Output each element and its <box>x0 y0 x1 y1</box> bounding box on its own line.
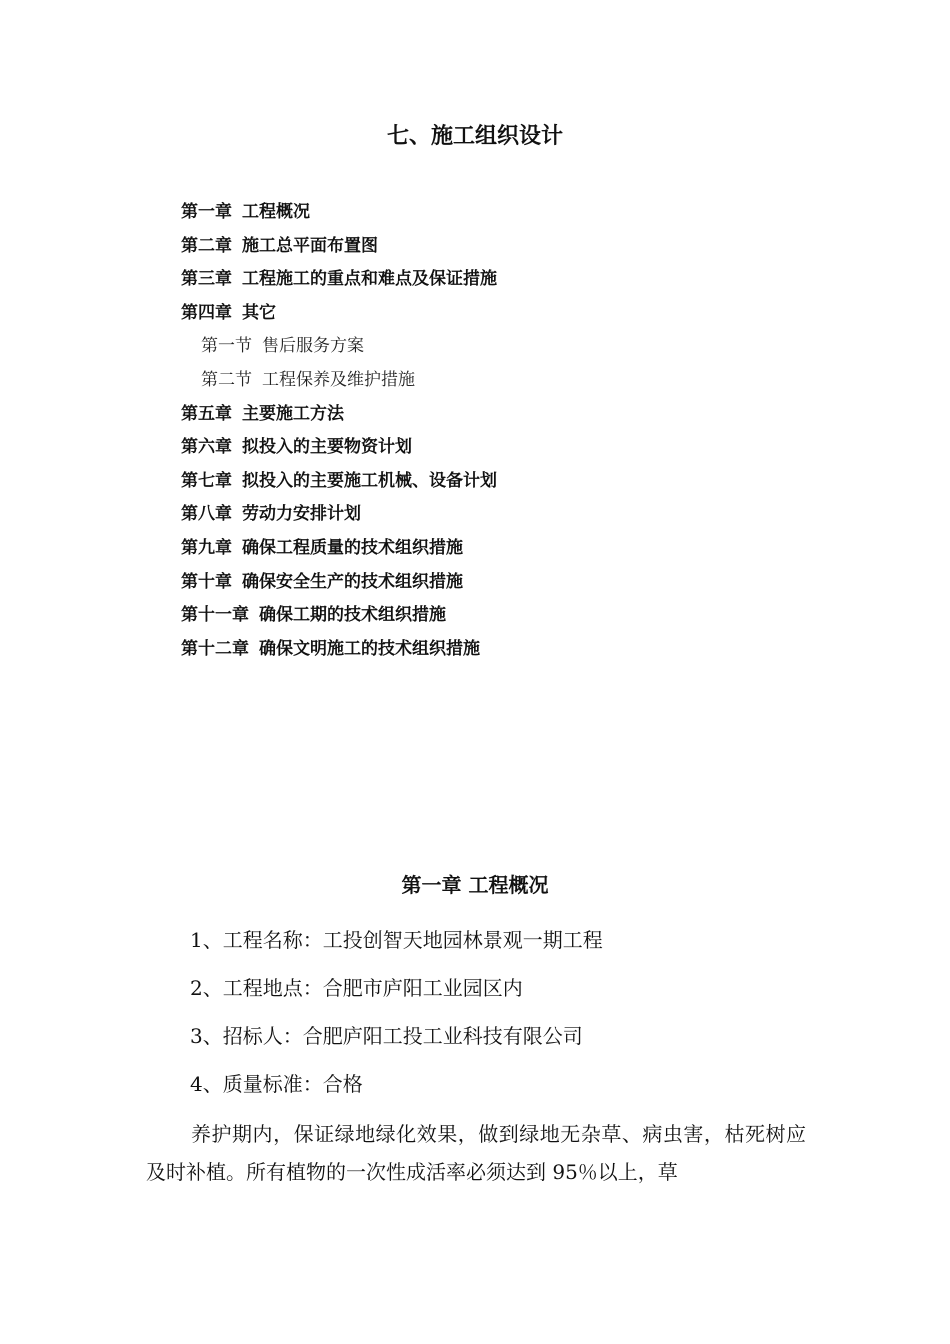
toc-subitem-number: 第二节 <box>201 369 252 390</box>
toc-item <box>181 601 497 635</box>
toc-subitem-text: 售后服务方案 <box>262 336 364 357</box>
toc-item-number: 第二章 <box>181 235 232 256</box>
toc-item-number: 第十二章 <box>181 638 249 659</box>
toc-item-number: 第六章 <box>181 437 232 458</box>
toc-item <box>181 198 497 232</box>
maintenance-paragraph: 养护期内，保证绿地绿化效果，做到绿地无杂草、病虫害，枯死树应及时补植。所有植物的一次性成活率必须达到 95％以上，草 <box>146 1122 806 1184</box>
toc-item <box>181 635 497 669</box>
toc-item <box>181 299 497 333</box>
toc-item-text: 确保工程质量的技术组织措施 <box>242 537 463 558</box>
toc-item-text: 确保安全生产的技术组织措施 <box>242 571 463 592</box>
chapter-title: 第一章 工程概况 <box>401 873 549 897</box>
toc-subitem <box>181 366 497 400</box>
toc-item <box>181 400 497 434</box>
project-location-line: 2、工程地点：合肥市庐阳工业园区内 <box>190 976 523 1000</box>
toc-item-text: 确保文明施工的技术组织措施 <box>259 638 480 659</box>
table-of-contents <box>181 198 497 668</box>
toc-item-number: 第八章 <box>181 504 232 525</box>
toc-item <box>181 500 497 534</box>
toc-item-number: 第五章 <box>181 403 232 424</box>
project-name-line: 1、工程名称：工投创智天地园林景观一期工程 <box>190 928 603 952</box>
toc-item-number: 第九章 <box>181 537 232 558</box>
toc-item <box>181 467 497 501</box>
toc-item <box>181 433 497 467</box>
toc-subitem <box>181 332 497 366</box>
toc-item-text: 工程施工的重点和难点及保证措施 <box>242 269 497 290</box>
toc-subitem-number: 第一节 <box>201 336 252 357</box>
quality-standard-line: 4、质量标准：合格 <box>190 1072 363 1096</box>
toc-item-text: 主要施工方法 <box>242 403 344 424</box>
toc-item-number: 第十章 <box>181 571 232 592</box>
toc-item <box>181 265 497 299</box>
toc-item-text: 确保工期的技术组织措施 <box>259 605 446 626</box>
toc-item-number: 第四章 <box>181 302 232 323</box>
toc-item-number: 第十一章 <box>181 605 249 626</box>
toc-item-number: 第一章 <box>181 202 232 222</box>
tenderer-line: 3、招标人：合肥庐阳工投工业科技有限公司 <box>190 1024 583 1048</box>
toc-item-text: 工程概况 <box>242 202 310 222</box>
document-title: 七、施工组织设计 <box>386 124 563 149</box>
toc-item <box>181 232 497 266</box>
toc-item <box>181 568 497 602</box>
toc-item-text: 其它 <box>242 302 276 323</box>
toc-item-text: 劳动力安排计划 <box>242 504 361 525</box>
toc-item <box>181 534 497 568</box>
toc-item-text: 施工总平面布置图 <box>242 235 378 256</box>
toc-item-text: 拟投入的主要物资计划 <box>242 437 412 458</box>
toc-item-number: 第三章 <box>181 269 232 290</box>
toc-item-text: 拟投入的主要施工机械、设备计划 <box>242 470 497 491</box>
toc-item-number: 第七章 <box>181 470 232 491</box>
toc-subitem-text: 工程保养及维护措施 <box>262 369 415 390</box>
